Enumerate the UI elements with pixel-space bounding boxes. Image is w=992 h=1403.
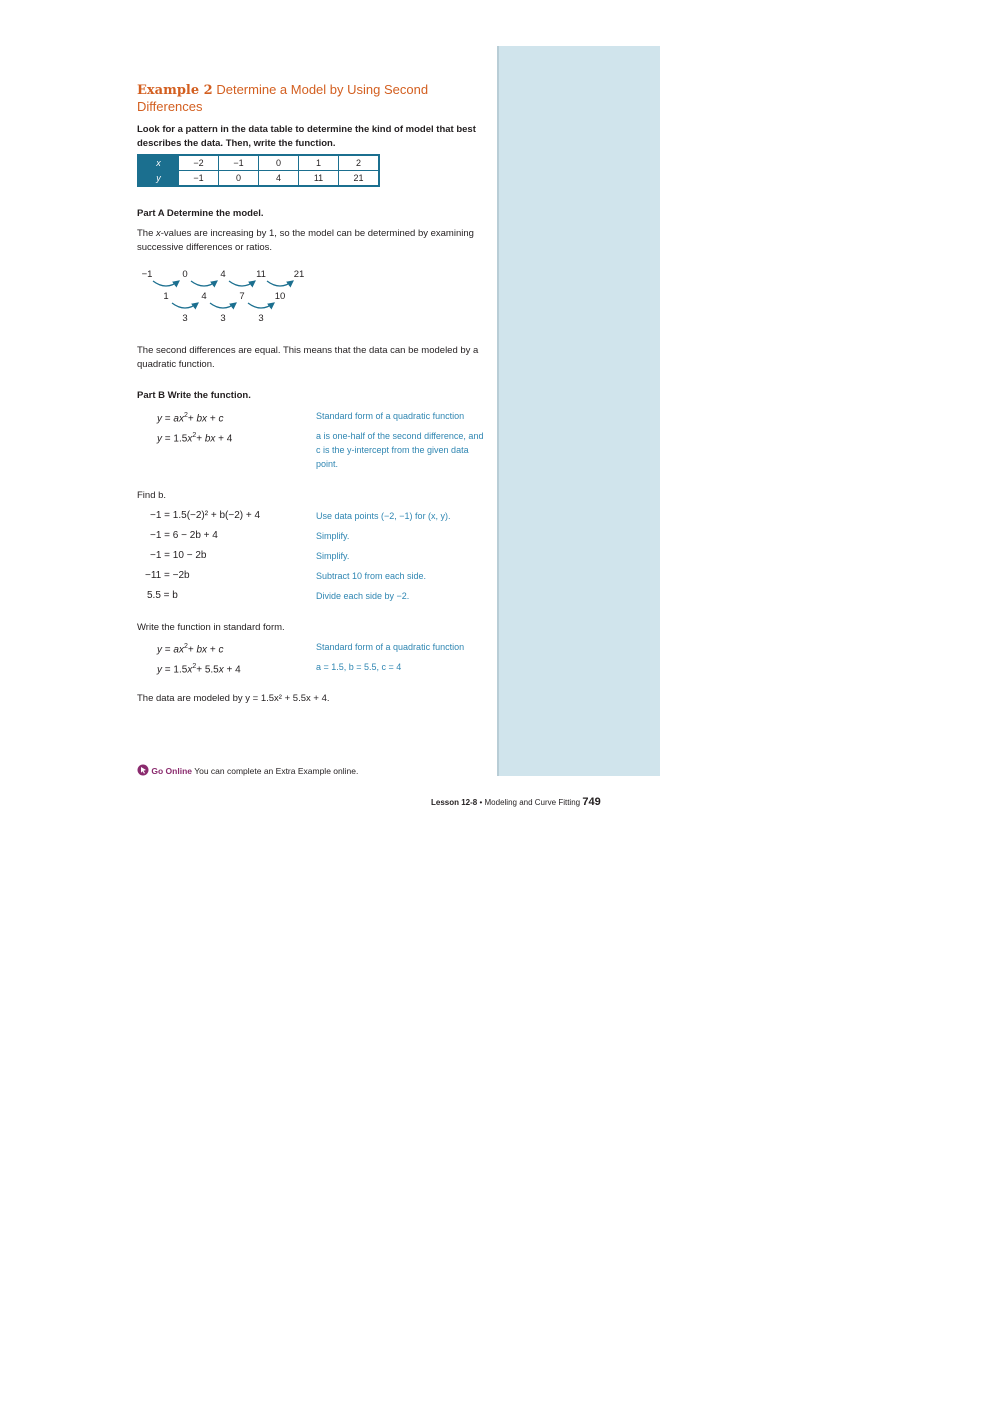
example-label: Example 2 — [137, 83, 213, 98]
table-header-x: x — [138, 155, 179, 171]
table-cell: −1 — [179, 171, 219, 187]
first-difference-label: 10 — [274, 291, 286, 302]
difference-arrow — [191, 281, 217, 286]
go-online-text: You can complete an Extra Example online. — [192, 766, 359, 776]
final-standard-form: $y = ax^2+$ bx + c — [157, 643, 224, 656]
table-cell: 0 — [219, 171, 259, 187]
go-online-link[interactable]: Go Online — [151, 766, 192, 776]
part-a-intro-var: x — [156, 228, 161, 239]
value-label: 11 — [256, 269, 266, 280]
step-equation: −1 = 6 − 2b + 4 — [150, 530, 218, 541]
value-label: 0 — [182, 269, 188, 280]
page-number: 749 — [582, 796, 601, 808]
differences-diagram — [135, 264, 315, 328]
go-online-icon — [137, 764, 149, 776]
part-a-conclusion: The second differences are equal. This means that the data can be modeled by a quadratic function. — [137, 345, 479, 370]
data-table — [137, 154, 380, 187]
step-note: Simplify. — [316, 551, 350, 561]
table-cell: 2 — [339, 155, 380, 171]
lesson-number: Lesson 12-8 — [431, 798, 478, 807]
page-footer — [431, 796, 601, 809]
step-note: Divide each side by −2. — [316, 591, 410, 601]
table-cell: 21 — [339, 171, 380, 187]
table-cell: −1 — [219, 155, 259, 171]
part-a-intro-text: -values are increasing by 1, so the model can be determined by examining successive differences or ratios. — [137, 228, 474, 253]
note-standard-form: Standard form of a quadratic function — [316, 411, 465, 421]
example-heading: Determine a Model by Using Second Differences — [137, 82, 429, 114]
note-final-values: a = 1.5, b = 5.5, c = 4 — [316, 662, 402, 672]
first-difference-label: 4 — [201, 291, 207, 302]
difference-arrow — [248, 303, 274, 308]
step-equation: −11 = −2b — [145, 570, 190, 581]
part-a-intro-text: The — [137, 228, 157, 239]
step-note: Simplify. — [316, 531, 350, 541]
find-b-label: Find b. — [137, 490, 167, 501]
first-difference-label: 7 — [239, 291, 245, 302]
value-label: 21 — [293, 269, 305, 280]
difference-arrow — [153, 281, 179, 286]
value-label: 4 — [220, 269, 226, 280]
difference-arrow — [172, 303, 198, 308]
example-prompt: Look for a pattern in the data table to determine the kind of model that best describes the data. Then, write the function. — [137, 124, 476, 149]
value-label: −1 — [141, 269, 153, 280]
write-standard-label: Write the function in standard form. — [137, 622, 285, 633]
final-equation: $y = 1.5x^2+ 5.5x + 4$ — [157, 663, 241, 676]
table-header-y: y — [138, 171, 179, 187]
step-equation: −1 = 10 − 2b — [150, 550, 207, 561]
equation-substituted: $y = 1.5x^2+$ bx + 4 — [157, 432, 233, 445]
table-cell: −2 — [179, 155, 219, 171]
step-note: Use data points (−2, −1) for (x, y). — [316, 511, 451, 521]
table-row — [138, 155, 379, 171]
table-cell: 11 — [299, 171, 339, 187]
equation-standard-form: $y = ax^2+$ bx + c — [157, 412, 224, 425]
difference-arrow — [229, 281, 255, 286]
lesson-topic: Modeling and Curve Fitting — [484, 798, 581, 807]
step-equation: −1 = 1.5(−2)² + b(−2) + 4 — [150, 510, 261, 521]
first-difference-label: 1 — [163, 291, 169, 302]
difference-arrow — [210, 303, 236, 308]
note-final-standard: Standard form of a quadratic function — [316, 642, 465, 652]
table-cell: 0 — [259, 155, 299, 171]
difference-arrow — [267, 281, 293, 286]
second-difference-label: 3 — [220, 313, 226, 324]
step-note: Subtract 10 from each side. — [316, 571, 427, 581]
second-difference-label: 3 — [258, 313, 264, 324]
table-row — [138, 171, 379, 187]
final-conclusion: The data are modeled by y = 1.5x² + 5.5x + 4. — [137, 693, 330, 704]
go-online-note — [137, 764, 358, 777]
step-equation: 5.5 = b — [147, 590, 178, 601]
table-cell: 1 — [299, 155, 339, 171]
part-a-heading: Part A Determine the model. — [137, 208, 264, 219]
footer-bullet: • — [477, 798, 485, 807]
example-title — [137, 82, 482, 115]
part-a-intro — [137, 227, 482, 255]
margin-sidebar — [497, 46, 660, 776]
part-b-heading: Part B Write the function. — [137, 390, 251, 401]
note-a-and-c: a is one-half of the second difference, and c is the y-intercept from the given data point. — [316, 431, 484, 469]
second-difference-label: 3 — [182, 313, 188, 324]
table-cell: 4 — [259, 171, 299, 187]
